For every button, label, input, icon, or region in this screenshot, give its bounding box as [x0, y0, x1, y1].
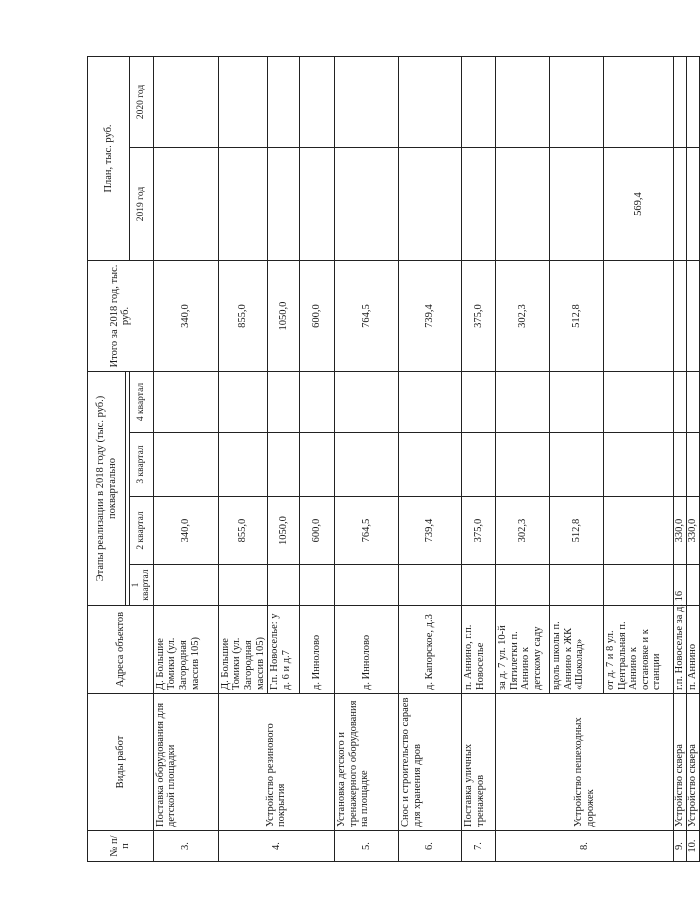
- q2-value: 739,4: [399, 497, 462, 565]
- object-address: Д. Большие Томики (ул. Загородная массив 105): [153, 606, 218, 694]
- plan-2020-cell: [674, 56, 687, 147]
- total-value: 375,0: [462, 261, 496, 372]
- row-num: 6.: [399, 831, 462, 862]
- q2-value: 512,8: [550, 497, 604, 565]
- plan-2019-cell: [496, 148, 550, 261]
- q1-cell: [550, 565, 604, 606]
- q3-cell: [268, 433, 300, 497]
- plan-2019-cell: [674, 148, 687, 261]
- plan-2019-cell: [462, 148, 496, 261]
- q4-cell: [550, 372, 604, 433]
- q2-value: 855,0: [218, 497, 267, 565]
- work-type: Устройство сквера: [687, 694, 700, 831]
- total-value: 340,0: [153, 261, 218, 372]
- total-cell: [687, 261, 700, 372]
- work-type: Устройство резинового покрытия: [218, 694, 334, 831]
- works-plan-table: [87, 56, 700, 862]
- plan-2020-cell: [496, 56, 550, 147]
- q1-cell: [399, 565, 462, 606]
- q1-cell: [300, 565, 335, 606]
- q2-value: 302,3: [496, 497, 550, 565]
- header-q1: 1 квартал: [130, 565, 154, 606]
- total-value: 855,0: [218, 261, 267, 372]
- q4-cell: [268, 372, 300, 433]
- plan-2019-cell: [550, 148, 604, 261]
- total-value: 512,8: [550, 261, 604, 372]
- plan-2020-cell: [399, 56, 462, 147]
- plan-2019-value: 569,4: [604, 148, 674, 261]
- plan-2019-cell: [399, 148, 462, 261]
- object-address: от д. 7 и 8 ул. Центральная п. Аннино к остановке и к станции: [604, 606, 674, 694]
- plan-2020-cell: [218, 56, 267, 147]
- table-row: [335, 56, 399, 861]
- work-type: Установка детского и тренажерного оборудования на площадке: [335, 694, 399, 831]
- table-row: [496, 56, 550, 861]
- q1-cell: [604, 565, 674, 606]
- q1-cell: [218, 565, 267, 606]
- q1-cell: [268, 565, 300, 606]
- q2-value: 764,5: [335, 497, 399, 565]
- object-address: п. Аннино: [687, 606, 700, 694]
- q3-cell: [687, 433, 700, 497]
- work-type: Устройство сквера: [674, 694, 687, 831]
- q2-cell: [604, 497, 674, 565]
- row-num: 7.: [462, 831, 496, 862]
- q3-cell: [462, 433, 496, 497]
- q4-cell: [674, 372, 687, 433]
- plan-2019-cell: [153, 148, 218, 261]
- total-cell: [604, 261, 674, 372]
- table-row: [218, 56, 267, 861]
- q4-cell: [687, 372, 700, 433]
- work-type: Поставка уличных тренажеров: [462, 694, 496, 831]
- q2-value: 340,0: [153, 497, 218, 565]
- q4-cell: [604, 372, 674, 433]
- header-q2: 2 квартал: [130, 497, 154, 565]
- header-stages: Этапы реализации в 2018 году (тыс. руб.) поквартально: [88, 372, 126, 606]
- row-num: 10.: [687, 831, 700, 862]
- row-num: 9.: [674, 831, 687, 862]
- table-row: [462, 56, 496, 861]
- table-row: [153, 56, 218, 861]
- q1-cell: [687, 565, 700, 606]
- header-2020: 2020 год: [130, 56, 154, 147]
- object-address: д. Капорское, д.3: [399, 606, 462, 694]
- total-value: 302,3: [496, 261, 550, 372]
- q2-value: 330,0: [674, 497, 687, 565]
- q4-cell: [335, 372, 399, 433]
- work-type: Устройство пешеходных дорожек: [496, 694, 674, 831]
- total-value: 764,5: [335, 261, 399, 372]
- object-address: Д. Большие Томики (ул. Загородная массив 105): [218, 606, 267, 694]
- work-type: Снос и строительство сараев для хранения дров: [399, 694, 462, 831]
- plan-2020-cell: [550, 56, 604, 147]
- header-work-type: Виды работ: [88, 694, 154, 831]
- rotated-table-container: [87, 57, 699, 862]
- table-row: [399, 56, 462, 861]
- header-plan: План, тыс. руб.: [88, 56, 130, 260]
- object-address: вдоль школы п. Аннино к ЖК «Шоколад»: [550, 606, 604, 694]
- q3-cell: [399, 433, 462, 497]
- q2-value: 330,0: [687, 497, 700, 565]
- plan-2020-cell: [268, 56, 300, 147]
- total-value: 1050,0: [268, 261, 300, 372]
- q3-cell: [335, 433, 399, 497]
- q2-value: 600,0: [300, 497, 335, 565]
- plan-2020-cell: [604, 56, 674, 147]
- total-value: 739,4: [399, 261, 462, 372]
- object-address: Г.п. Новоселье: у д. 6 и д.7: [268, 606, 300, 694]
- plan-2020-cell: [687, 56, 700, 147]
- q3-cell: [153, 433, 218, 497]
- q2-value: 375,0: [462, 497, 496, 565]
- q4-cell: [218, 372, 267, 433]
- plan-2020-cell: [153, 56, 218, 147]
- plan-2019-cell: [300, 148, 335, 261]
- row-num: 4.: [218, 831, 334, 862]
- q4-cell: [153, 372, 218, 433]
- table-row: [687, 56, 700, 861]
- q4-cell: [399, 372, 462, 433]
- q3-cell: [300, 433, 335, 497]
- q1-cell: [462, 565, 496, 606]
- q3-cell: [674, 433, 687, 497]
- header-q3: 3 квартал: [130, 433, 154, 497]
- header-address: Адреса объектов: [88, 606, 154, 694]
- object-address: д. Иннолово: [335, 606, 399, 694]
- total-cell: [674, 261, 687, 372]
- object-address: д. Иннолово: [300, 606, 335, 694]
- q3-cell: [218, 433, 267, 497]
- q4-cell: [300, 372, 335, 433]
- q2-value: 1050,0: [268, 497, 300, 565]
- plan-2019-cell: [268, 148, 300, 261]
- object-address: за д. 7 ул. 10-й Пятилетки п. Аннино к детскому саду: [496, 606, 550, 694]
- plan-2020-cell: [462, 56, 496, 147]
- row-num: 8.: [496, 831, 674, 862]
- q1-cell: [153, 565, 218, 606]
- plan-2019-cell: [335, 148, 399, 261]
- q3-cell: [496, 433, 550, 497]
- q4-cell: [496, 372, 550, 433]
- q1-cell: [496, 565, 550, 606]
- plan-2020-cell: [335, 56, 399, 147]
- header-2019: 2019 год: [130, 148, 154, 261]
- plan-2019-cell: [687, 148, 700, 261]
- header-num: № п/п: [88, 831, 154, 862]
- table-row: [674, 56, 687, 861]
- plan-2020-cell: [300, 56, 335, 147]
- row-num: 3.: [153, 831, 218, 862]
- plan-2019-cell: [218, 148, 267, 261]
- header-q4: 4 квартал: [130, 372, 154, 433]
- object-address: г.п. Новоселье за д. 16: [674, 606, 687, 694]
- row-num: 5.: [335, 831, 399, 862]
- object-address: п. Аннино, г.п. Новоселье: [462, 606, 496, 694]
- q4-cell: [462, 372, 496, 433]
- q1-cell: [335, 565, 399, 606]
- q3-cell: [604, 433, 674, 497]
- total-value: 600,0: [300, 261, 335, 372]
- header-total-2018: Итого за 2018 год, тыс. руб.: [88, 261, 154, 372]
- q3-cell: [550, 433, 604, 497]
- header-row-1: [88, 56, 126, 861]
- work-type: Поставка оборудования для детской площадки: [153, 694, 218, 831]
